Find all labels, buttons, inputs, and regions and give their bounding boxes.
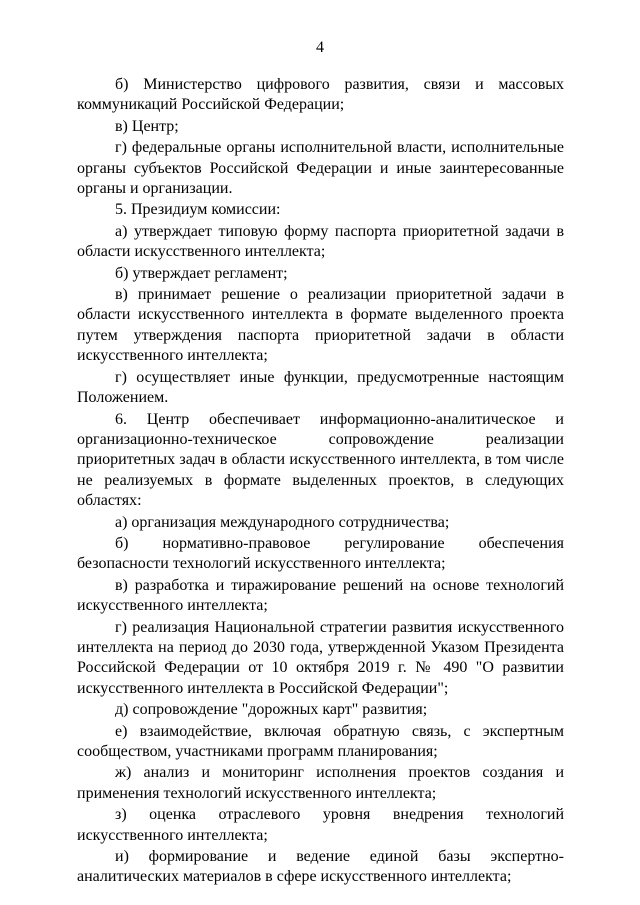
- paragraph-item-a-international: а) организация международного сотрудничества;: [115, 513, 450, 531]
- paragraph-item-i-database: и) формирование и ведение единой базы экспертно-аналитических материалов в сфере искусственного интеллекта;: [77, 848, 564, 886]
- paragraph-item-d-roadmaps: д) сопровождение "дорожных карт" развития;: [115, 701, 428, 719]
- paragraph-item-g-national-strategy: г) реализация Национальной стратегии развития искусственного интеллекта на период до 2030 года, утвержденной Указом Президента Российской Федерации от 10 октября 2019 г. № 490 "О развитии искусственного интеллекта в Российской Федерации";: [77, 618, 564, 697]
- paragraph-item-zh-monitoring: ж) анализ и мониторинг исполнения проектов создания и применения технологий искусственного интеллекта;: [77, 764, 564, 802]
- paragraph-item-e-interaction: е) взаимодействие, включая обратную связь, с экспертным сообществом, участниками программ планирования;: [77, 722, 564, 760]
- paragraph-item-b-ministry: б) Министерство цифрового развития, связи и массовых коммуникаций Российской Федерации;: [77, 76, 564, 114]
- page-number: 4: [316, 39, 324, 56]
- paragraph-section-6: 6. Центр обеспечивает информационно-аналитическое и организационно-техническое сопровождение реализации приоритетных задач в области искусственного интеллекта, в том числе не реализуемых в формате выделенных проектов, в следующих областях:: [77, 410, 564, 510]
- paragraph-item-b-legal-regulation: б) нормативно-правовое регулирование обеспечения безопасности технологий искусственного интеллекта;: [77, 534, 564, 573]
- paragraph-item-v-decision: в) принимает решение о реализации приоритетной задачи в области искусственного интеллекта в формате выделенного проекта путем утверждения паспорта приоритетной задачи в области искусственного интеллекта;: [77, 286, 564, 365]
- paragraph-item-v-development: в) разработка и тиражирование решений на основе технологий искусственного интеллекта;: [77, 576, 564, 615]
- paragraph-item-v-center: в) Центр;: [115, 117, 179, 135]
- paragraph-item-b-regulation: б) утверждает регламент;: [115, 264, 288, 282]
- document-body: [77, 75, 564, 888]
- paragraph-item-g-federal-bodies: г) федеральные органы исполнительной власти, исполнительные органы субъектов Российской Федерации и иные заинтересованные органы и организации.: [77, 139, 564, 198]
- paragraph-item-g-other-functions: г) осуществляет иные функции, предусмотренные настоящим Положением.: [77, 368, 564, 407]
- paragraph-item-z-assessment: з) оценка отраслевого уровня внедрения технологий искусственного интеллекта;: [77, 806, 564, 844]
- paragraph-section-5-heading: 5. Президиум комиссии:: [115, 201, 281, 219]
- paragraph-item-a-passport-form: а) утверждает типовую форму паспорта приоритетной задачи в области искусственного интеллекта;: [77, 222, 564, 261]
